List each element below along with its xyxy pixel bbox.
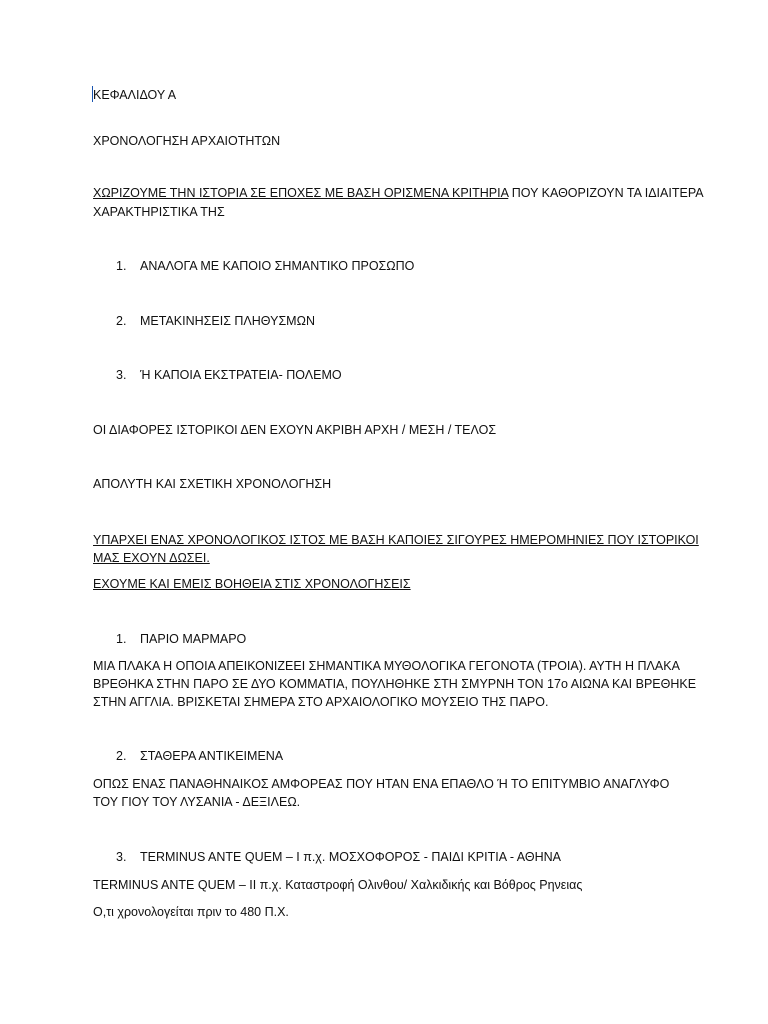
aid-item-title: TERMINUS ANTE QUEM – I π.χ. ΜΟΣΧΟΦΟΡΟΣ - ΠΑΙΔΙ ΚΡΙΤΙΑ - ΑΘΗΝΑ (140, 850, 561, 864)
aid-item-title: ΣΤΑΘΕΡΑ ΑΝΤΙΚΕΙΜΕΝΑ (140, 749, 284, 763)
aid-description-line: ΤΟΥ ΓΙΟΥ ΤΟΥ ΛΥΣΑΝΙΑ - ΔΕΞΙΛΕΩ. (93, 795, 301, 809)
intro-rest-text: ΠΟΥ ΚΑΘΟΡΙΖΟΥΝ ΤΑ ΙΔΙΑΙΤΕΡΑ (508, 186, 704, 200)
aid-item-number: 2. (116, 749, 127, 763)
web-line-1: ΥΠΑΡΧΕΙ ΕΝΑΣ ΧΡΟΝΟΛΟΓΙΚΟΣ ΙΣΤΟΣ ΜΕ ΒΑΣΗ ΚΑΠΟΙΕΣ ΣΙΓΟΥΡΕΣ ΗΜΕΡΟΜΗΝΙΕΣ ΠΟΥ ΙΣΤΟΡΙΚΟΙ (93, 533, 699, 547)
author-heading: ΚΕΦΑΛΙΔΟΥ Α (93, 88, 177, 102)
aid-description-line: ΜΙΑ ΠΛΑΚΑ Η ΟΠΟΙΑ ΑΠΕΙΚΟΝΙΖΕΕΙ ΣΗΜΑΝΤΙΚΑ ΜΥΘΟΛΟΓΙΚΑ ΓΕΓΟΝΟΤΑ (ΤΡΟΙΑ). ΑΥΤΗ Η ΠΛΑΚΑ (93, 659, 680, 673)
intro-line-1 (93, 184, 704, 202)
document-title: ΧΡΟΝΟΛΟΓΗΣΗ ΑΡΧΑΙΟΤΗΤΩΝ (93, 134, 281, 148)
aid-description-line: ΣΤΗΝ ΑΓΓΛΙΑ. ΒΡΙΣΚΕΤΑΙ ΣΗΜΕΡΑ ΣΤΟ ΑΡΧΑΙΟΛΟΓΙΚΟ ΜΟΥΣΕΙΟ ΤΗΣ ΠΑΡΟ. (93, 695, 549, 709)
section-title: ΑΠΟΛΥΤΗ ΚΑΙ ΣΧΕΤΙΚΗ ΧΡΟΝΟΛΟΓΗΣΗ (93, 477, 332, 491)
aid-item-number: 1. (116, 632, 127, 646)
intro-underlined-text: ΧΩΡΙΖΟΥΜΕ ΤΗΝ ΙΣΤΟΡΙΑ ΣΕ ΕΠΟΧΕΣ ΜΕ ΒΑΣΗ ΟΡΙΣΜΕΝΑ ΚΡΙΤΗΡΙΑ (93, 186, 509, 200)
historians-note: ΟΙ ΔΙΑΦΟΡΕΣ ΙΣΤΟΡΙΚΟΙ ΔΕΝ ΕΧΟΥΝ ΑΚΡΙΒΗ ΑΡΧΗ / ΜΕΣΗ / ΤΕΛΟΣ (93, 423, 497, 437)
help-line: ΕΧΟΥΜΕ ΚΑΙ ΕΜΕΙΣ ΒΟΗΘΕΙΑ ΣΤΙΣ ΧΡΟΝΟΛΟΓΗΣΕΙΣ (93, 577, 411, 591)
criteria-item-number: 1. (116, 259, 127, 273)
aid-description-line: TERMINUS ANTE QUEM – II π.χ. Καταστροφή Ολινθου/ Χαλκιδικής και Βόθρος Ρηνειας (93, 878, 583, 892)
criteria-item-number: 2. (116, 314, 127, 328)
intro-line-2: ΧΑΡΑΚΤΗΡΙΣΤΙΚΑ ΤΗΣ (93, 205, 225, 219)
criteria-item-text: Ή ΚΑΠΟΙΑ ΕΚΣΤΡΑΤΕΙΑ- ΠΟΛΕΜΟ (140, 368, 342, 382)
criteria-item-text: ΜΕΤΑΚΙΝΗΣΕΙΣ ΠΛΗΘΥΣΜΩΝ (140, 314, 315, 328)
web-line-2: ΜΑΣ ΕΧΟΥΝ ΔΩΣΕΙ. (93, 551, 210, 565)
criteria-item-number: 3. (116, 368, 127, 382)
aid-description-line: Ο,τι χρονολογείται πριν το 480 Π.Χ. (93, 905, 289, 919)
aid-item-title: ΠΑΡΙΟ ΜΑΡΜΑΡΟ (140, 632, 247, 646)
aid-description-line: ΒΡΕΘΗΚΑ ΣΤΗΝ ΠΑΡΟ ΣΕ ΔΥΟ ΚΟΜΜΑΤΙΑ, ΠΟΥΛΗΘΗΚΕ ΣΤΗ ΣΜΥΡΝΗ ΤΟΝ 17ο ΑΙΩΝΑ ΚΑΙ ΒΡΕΘΗΚΕ (93, 677, 697, 691)
aid-description-line: ΟΠΩΣ ΕΝΑΣ ΠΑΝΑΘΗΝΑΙΚΟΣ ΑΜΦΟΡΕΑΣ ΠΟΥ ΗΤΑΝ ΕΝΑ ΕΠΑΘΛΟ Ή ΤΟ ΕΠΙΤΥΜΒΙΟ ΑΝΑΓΛΥΦΟ (93, 777, 670, 791)
aid-item-number: 3. (116, 850, 127, 864)
criteria-item-text: ΑΝΑΛΟΓΑ ΜΕ ΚΑΠΟΙΟ ΣΗΜΑΝΤΙΚΟ ΠΡΟΣΩΠΟ (140, 259, 415, 273)
